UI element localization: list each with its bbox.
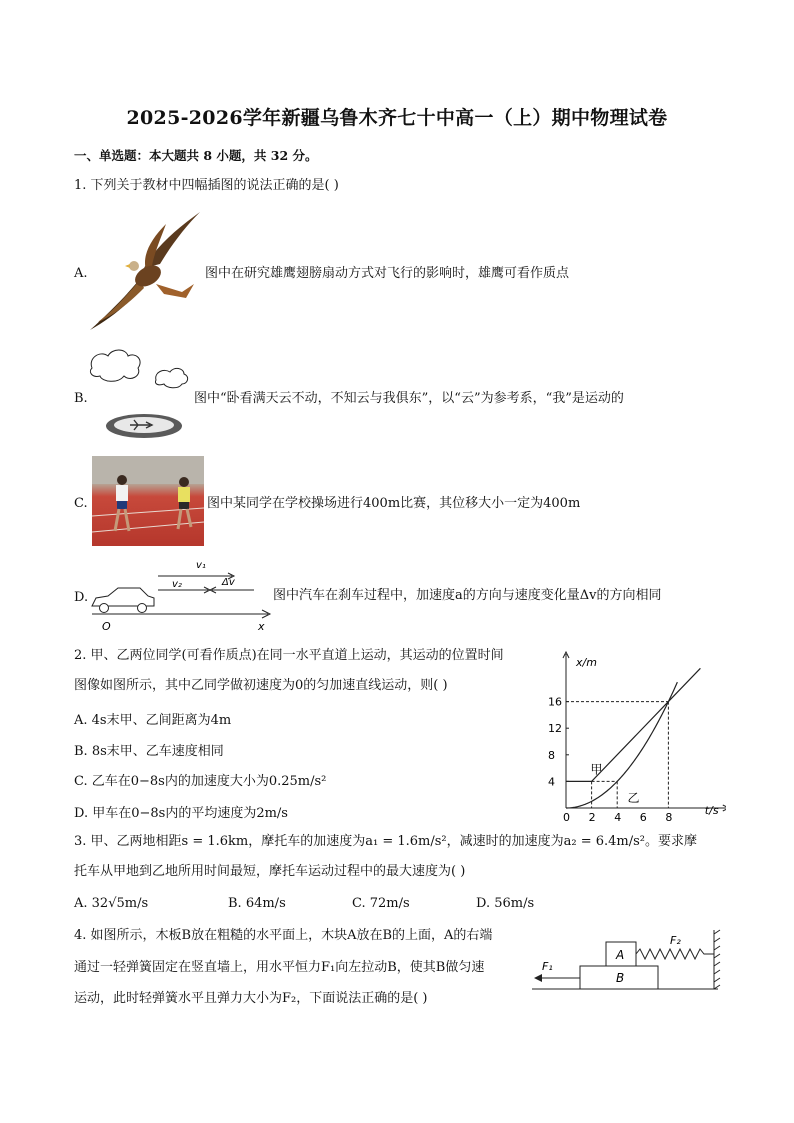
- q1-option-d-label[interactable]: D.: [74, 590, 89, 605]
- q3-option-b[interactable]: B. 64m/s: [228, 896, 286, 911]
- q3-stem-line2: 托车从甲地到乙地所用时间最短，摩托车运动过程中的最大速度为( ): [74, 864, 466, 879]
- x-tick-label: 4: [614, 811, 622, 822]
- y-tick-label: 16: [548, 695, 562, 709]
- position-time-chart: [540, 648, 726, 822]
- q1-option-b-text: 图中“卧看满天云不动，不知云与我俱东”，以“云”为参考系，“我”是运动的: [194, 391, 624, 406]
- block-a-label: A: [616, 948, 625, 962]
- car-diagram: [86, 554, 272, 636]
- q4-stem-line2: 通过一轻弹簧固定在竖直墙上，用水平恒力F₁向左拉动B，使其B做匀速: [74, 960, 485, 975]
- x-tick-label: 6: [639, 811, 647, 822]
- q3-stem-line1: 3. 甲、乙两地相距s = 1.6km，摩托车的加速度为a₁ = 1.6m/s²，减速时的加速度为a₂ = 6.4m/s²。要求摩: [74, 834, 698, 849]
- x-axis-label: x: [258, 620, 265, 633]
- y-tick-label: 8: [548, 748, 555, 762]
- series-jia-line: [566, 668, 700, 781]
- q1-stem: 1. 下列关于教材中四幅插图的说法正确的是( ): [74, 178, 339, 193]
- q4-stem-line3: 运动，此时轻弹簧水平且弹力大小为F₂，下面说法正确的是( ): [74, 991, 428, 1006]
- series-jia-label: 甲: [590, 762, 603, 777]
- q1-option-a-text: 图中在研究雄鹰翅膀扇动方式对飞行的影响时，雄鹰可看作质点: [205, 266, 570, 281]
- section-heading: 一、单选题：本大题共 8 小题，共 32 分。: [74, 148, 318, 163]
- q1-option-a-label[interactable]: A.: [74, 266, 88, 281]
- f2-label: F₂: [670, 934, 681, 947]
- q3-option-a[interactable]: A. 32√5m/s: [74, 896, 149, 911]
- series-yi-curve: [566, 682, 677, 808]
- origin-label: O: [102, 620, 111, 633]
- q2-option-d[interactable]: D. 甲车在0−8s内的平均速度为2m/s: [74, 806, 288, 821]
- y-axis-label: x/m: [576, 656, 597, 669]
- q2-option-c[interactable]: C. 乙车在0−8s内的加速度大小为0.25m/s²: [74, 774, 327, 789]
- q2-stem-line2: 图像如图所示，其中乙同学做初速度为0的匀加速直线运动，则( ): [74, 678, 448, 693]
- q1-option-c-label[interactable]: C.: [74, 496, 88, 511]
- board-b-label: B: [616, 971, 625, 985]
- q2-option-a[interactable]: A. 4s末甲、乙间距离为4m: [74, 713, 232, 728]
- q1-option-c-text: 图中某同学在学校操场进行400m比赛，其位移大小一定为400m: [207, 496, 581, 511]
- eagle-image: [86, 206, 202, 332]
- dv-label: Δv: [222, 577, 235, 588]
- q3-option-c[interactable]: C. 72m/s: [352, 896, 410, 911]
- q2-option-b[interactable]: B. 8s末甲、乙车速度相同: [74, 744, 224, 759]
- x-axis-label: t/s: [704, 804, 719, 817]
- series-yi-label: 乙: [627, 791, 640, 806]
- y-tick-label: 4: [548, 775, 555, 789]
- v2-label: v₂: [172, 579, 182, 590]
- x-tick-label: 8: [665, 811, 673, 822]
- clouds-boat-image: [86, 346, 196, 446]
- page-title: 2025-2026学年新疆乌鲁木齐七十中高一（上）期中物理试卷: [126, 107, 668, 129]
- spring-block-diagram: [528, 926, 726, 1000]
- q3-option-d[interactable]: D. 56m/s: [476, 896, 535, 911]
- x-tick-label: 2: [588, 811, 596, 822]
- runners-photo: [92, 456, 204, 546]
- q2-stem-line1: 2. 甲、乙两位同学(可看作质点)在同一水平直道上运动，其运动的位置时间: [74, 648, 504, 663]
- v1-label: v₁: [196, 560, 206, 571]
- x-tick-label: 0: [563, 811, 570, 822]
- q1-option-d-text: 图中汽车在刹车过程中，加速度a的方向与速度变化量Δv的方向相同: [273, 588, 662, 603]
- q1-option-b-label[interactable]: B.: [74, 391, 88, 406]
- q4-stem-line1: 4. 如图所示，木板B放在粗糙的水平面上，木块A放在B的上面，A的右端: [74, 928, 493, 943]
- y-tick-label: 12: [548, 722, 562, 736]
- f1-label: F₁: [542, 960, 553, 973]
